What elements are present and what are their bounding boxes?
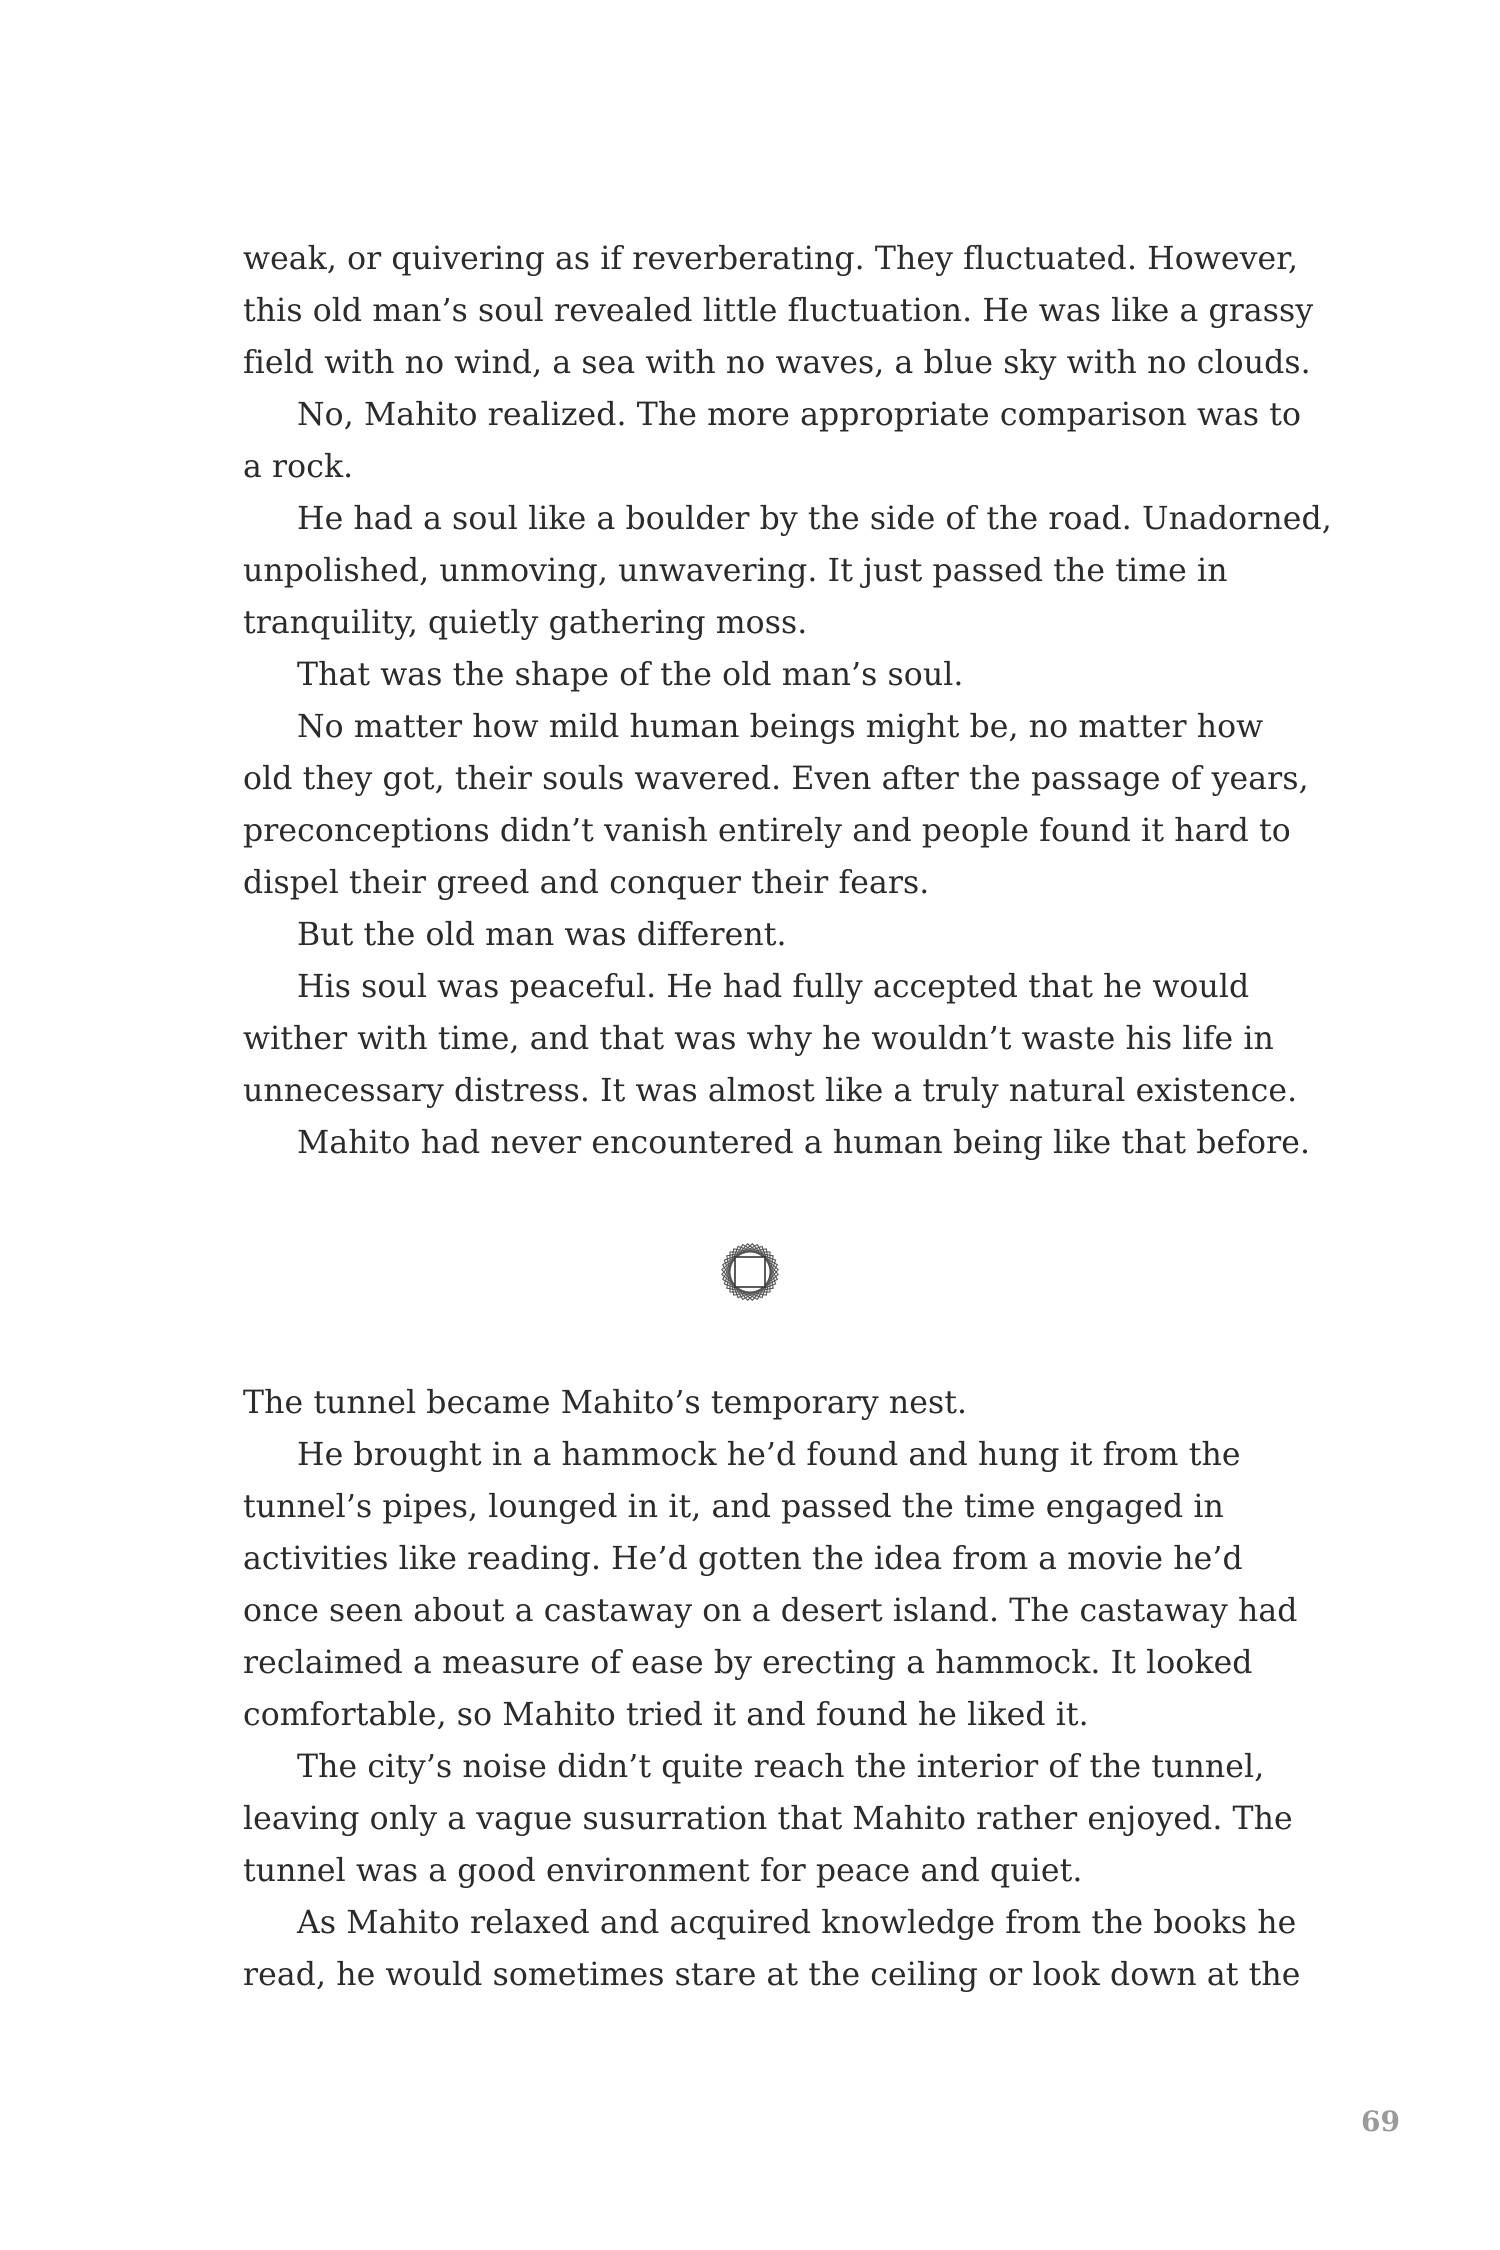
text-line: Mahito had never encountered a human being like that before.	[297, 1125, 1311, 1161]
page-number: 69	[1361, 2105, 1400, 2138]
section-two-text	[243, 1377, 1301, 2001]
text-line: a rock.	[243, 449, 354, 485]
text-line: comfortable, so Mahito tried it and found he liked it.	[243, 1697, 1089, 1733]
text-line: But the old man was different.	[297, 917, 787, 953]
scene-break-ornament-icon	[706, 1228, 794, 1316]
text-line: weak, or quivering as if reverberating. They fluctuated. However,	[243, 241, 1299, 277]
text-line: He brought in a hammock he’d found and hung it from the	[297, 1437, 1241, 1473]
text-line: unnecessary distress. It was almost like a truly natural existence.	[243, 1073, 1298, 1109]
text-line: field with no wind, a sea with no waves, a blue sky with no clouds.	[243, 345, 1311, 381]
text-line: read, he would sometimes stare at the ceiling or look down at the	[243, 1957, 1301, 1993]
text-line: As Mahito relaxed and acquired knowledge from the books he	[297, 1905, 1297, 1941]
text-line: That was the shape of the old man’s soul.	[297, 657, 964, 693]
text-line: The city’s noise didn’t quite reach the interior of the tunnel,	[297, 1749, 1265, 1785]
text-line: He had a soul like a boulder by the side of the road. Unadorned,	[297, 501, 1332, 537]
text-line: old they got, their souls wavered. Even after the passage of years,	[243, 761, 1309, 797]
text-line: tranquility, quietly gathering moss.	[243, 605, 808, 641]
text-line: No, Mahito realized. The more appropriate comparison was to	[297, 397, 1302, 433]
section-one-text	[243, 233, 1332, 1169]
text-line: tunnel was a good environment for peace and quiet.	[243, 1853, 1083, 1889]
text-line: preconceptions didn’t vanish entirely and people found it hard to	[243, 813, 1291, 849]
text-line: wither with time, and that was why he wouldn’t waste his life in	[243, 1021, 1274, 1057]
text-line: The tunnel became Mahito’s temporary nest.	[243, 1385, 968, 1421]
text-line: unpolished, unmoving, unwavering. It just passed the time in	[243, 553, 1228, 589]
text-line: once seen about a castaway on a desert island. The castaway had	[243, 1593, 1298, 1629]
text-line: dispel their greed and conquer their fears.	[243, 865, 930, 901]
text-line: leaving only a vague susurration that Mahito rather enjoyed. The	[243, 1801, 1293, 1837]
text-line: His soul was peaceful. He had fully accepted that he would	[297, 969, 1250, 1005]
text-line: reclaimed a measure of ease by erecting a hammock. It looked	[243, 1645, 1253, 1681]
text-line: this old man’s soul revealed little fluctuation. He was like a grassy	[243, 293, 1314, 329]
text-line: No matter how mild human beings might be, no matter how	[297, 709, 1264, 745]
text-line: tunnel’s pipes, lounged in it, and passed the time engaged in	[243, 1489, 1224, 1525]
text-line: activities like reading. He’d gotten the idea from a movie he’d	[243, 1541, 1243, 1577]
